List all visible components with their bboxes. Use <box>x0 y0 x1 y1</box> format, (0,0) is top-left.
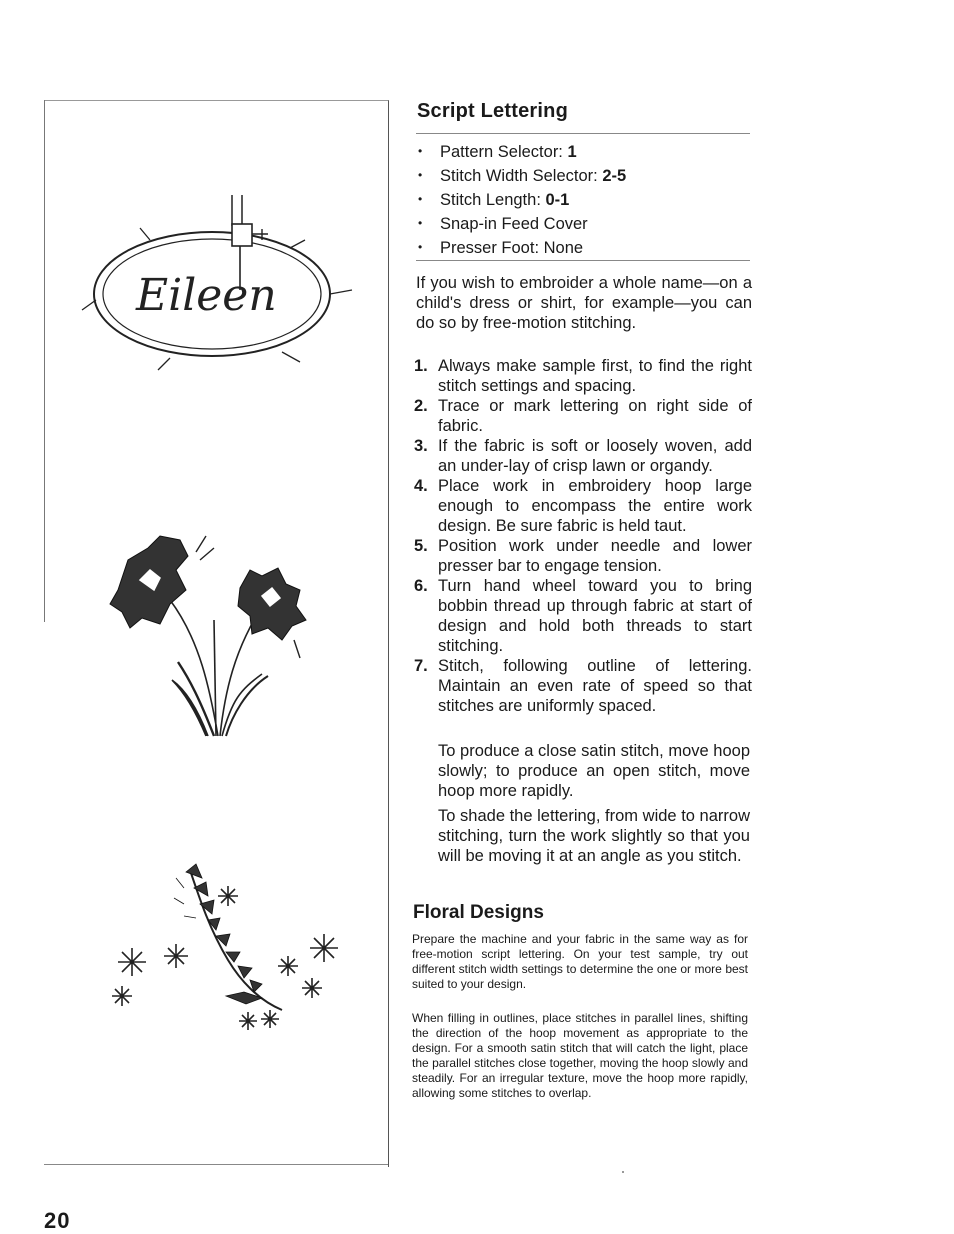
setting-stitch-width: • Stitch Width Selector: 2-5 <box>418 164 626 188</box>
intro-paragraph: If you wish to embroider a whole name—on a child's dress or shirt, for example—you can do so by free-motion stitching. <box>416 274 752 332</box>
settings-rule <box>416 260 750 261</box>
floral-paragraph: When filling in outlines, place stitches in parallel lines, shifting the direction of the hoop movement as appropriate to the design. For a smooth satin stitch that will catch the light, place the parallel stitches close together, moving the hoop slowly and steadily. For an irregular texture, move the hoop more rapidly, allowing some stitches to overlap. <box>412 1011 748 1100</box>
step-item: 4. Place work in embroidery hoop large enough to encompass the entire work design. Be sure fabric is held taut. <box>414 477 752 535</box>
step-item: 7. Stitch, following outline of lettering. Maintain an even rate of speed so that stitches are uniformly spaced. <box>414 657 752 715</box>
heading-rule <box>416 133 750 134</box>
step-item: 1. Always make sample first, to find the right stitch settings and spacing. <box>414 357 752 395</box>
step-item: 5. Position work under needle and lower presser bar to engage tension. <box>414 537 752 575</box>
step-item: 3. If the fabric is soft or loosely woven, add an under-lay of crisp lawn or organdy. <box>414 437 752 475</box>
star-flowers-illustration <box>112 864 338 1030</box>
step-item: 2. Trace or mark lettering on right side of fabric. <box>414 397 752 435</box>
hoop-script-name: Eileen <box>136 270 277 321</box>
setting-feed-cover: • Snap-in Feed Cover <box>418 212 626 236</box>
section-heading-floral-designs: Floral Designs <box>413 902 544 923</box>
shading-note: To shade the lettering, from wide to narrow stitching, turn the work slightly so that you will be moving it at an angle as you stitch. <box>438 807 750 865</box>
floral-sprig-illustration <box>110 536 306 736</box>
setting-presser-foot: • Presser Foot: None <box>418 236 626 260</box>
satin-stitch-note: To produce a close satin stitch, move hoop slowly; to produce an open stitch, move hoop more rapidly. <box>438 742 750 800</box>
page-speck <box>622 1171 624 1173</box>
step-item: 6. Turn hand wheel toward you to bring bobbin thread up through fabric at start of design and hold both threads to start stitching. <box>414 577 752 655</box>
embroidery-hoop-illustration <box>82 195 352 370</box>
section-heading-script-lettering: Script Lettering <box>417 100 568 122</box>
machine-settings-list <box>418 140 626 260</box>
setting-pattern-selector: • Pattern Selector: 1 <box>418 140 626 164</box>
setting-stitch-length: • Stitch Length: 0-1 <box>418 188 626 212</box>
steps-list <box>412 356 752 716</box>
page-number: 20 <box>44 1208 71 1233</box>
floral-paragraph: Prepare the machine and your fabric in the same way as for free-motion script lettering. On your test sample, try out different stitch width settings to determine the one or more best suited to your design. <box>412 932 748 991</box>
